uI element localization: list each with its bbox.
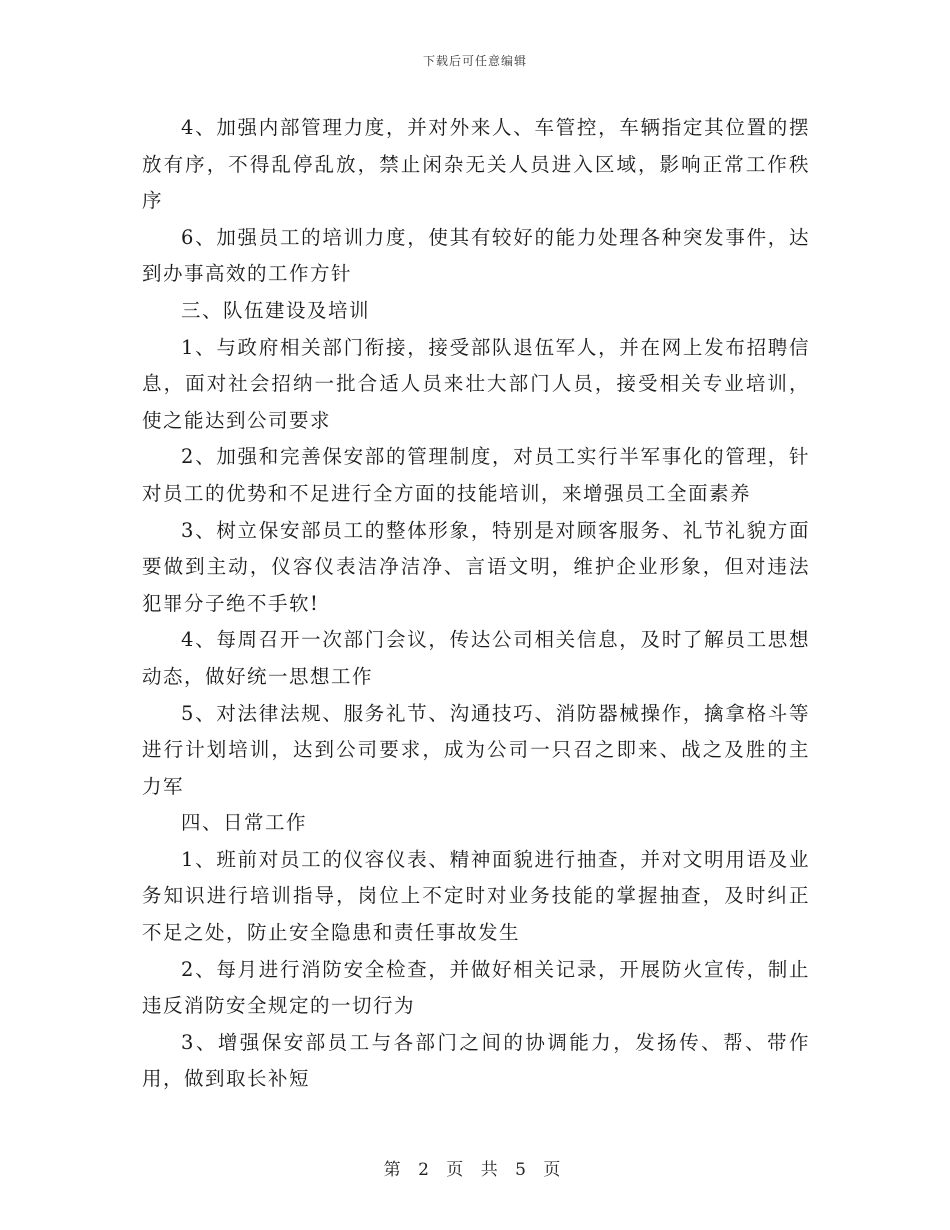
paragraph: 4、每周召开一次部门会议，传达公司相关信息，及时了解员工思想动态，做好统一思想工作	[142, 628, 810, 688]
page-number: 第 2 页 共 5 页	[383, 1160, 567, 1180]
paragraph: 3、增强保安部员工与各部门之间的协调能力，发扬传、帮、带作用，做到取长补短	[142, 1030, 810, 1091]
document-body	[142, 110, 810, 1098]
paragraph: 6、加强员工的培训力度，使其有较好的能力处理各种突发事件，达到办事高效的工作方针	[142, 225, 810, 286]
paragraph: 3、树立保安部员工的整体形象，特别是对顾客服务、礼节礼貌方面要做到主动，仪容仪表洁净洁净、言语文明，维护企业形象，但对违法犯罪分子绝不手软!	[142, 518, 810, 615]
paragraph: 2、每月进行消防安全检查，并做好相关记录，开展防火宣传，制止违反消防安全规定的一切行为	[142, 957, 810, 1018]
paragraph: 1、与政府相关部门衔接，接受部队退伍军人，并在网上发布招聘信息，面对社会招纳一批合适人员来壮大部门人员，接受相关专业培训，使之能达到公司要求	[142, 335, 810, 432]
paragraph: 2、加强和完善保安部的管理制度，对员工实行半军事化的管理，针对员工的优势和不足进行全方面的技能培训，来增强员工全面素养	[142, 445, 810, 505]
section-heading: 四、日常工作	[181, 811, 308, 835]
paragraph: 5、对法律法规、服务礼节、沟通技巧、消防器械操作，擒拿格斗等进行计划培训，达到公司要求，成为公司一只召之即来、战之及胜的主力军	[142, 701, 810, 798]
page-header: 下载后可任意编辑	[422, 54, 527, 68]
paragraph: 1、班前对员工的仪容仪表、精神面貌进行抽查，并对文明用语及业务知识进行培训指导，岗位上不定时对业务技能的掌握抽查，及时纠正不足之处，防止安全隐患和责任事故发生	[142, 847, 810, 945]
section-heading: 三、队伍建设及培训	[181, 298, 371, 322]
paragraph: 4、加强内部管理力度，并对外来人、车管控，车辆指定其位置的摆放有序，不得乱停乱放，禁止闲杂无关人员进入区域，影响正常工作秩序	[142, 116, 810, 213]
